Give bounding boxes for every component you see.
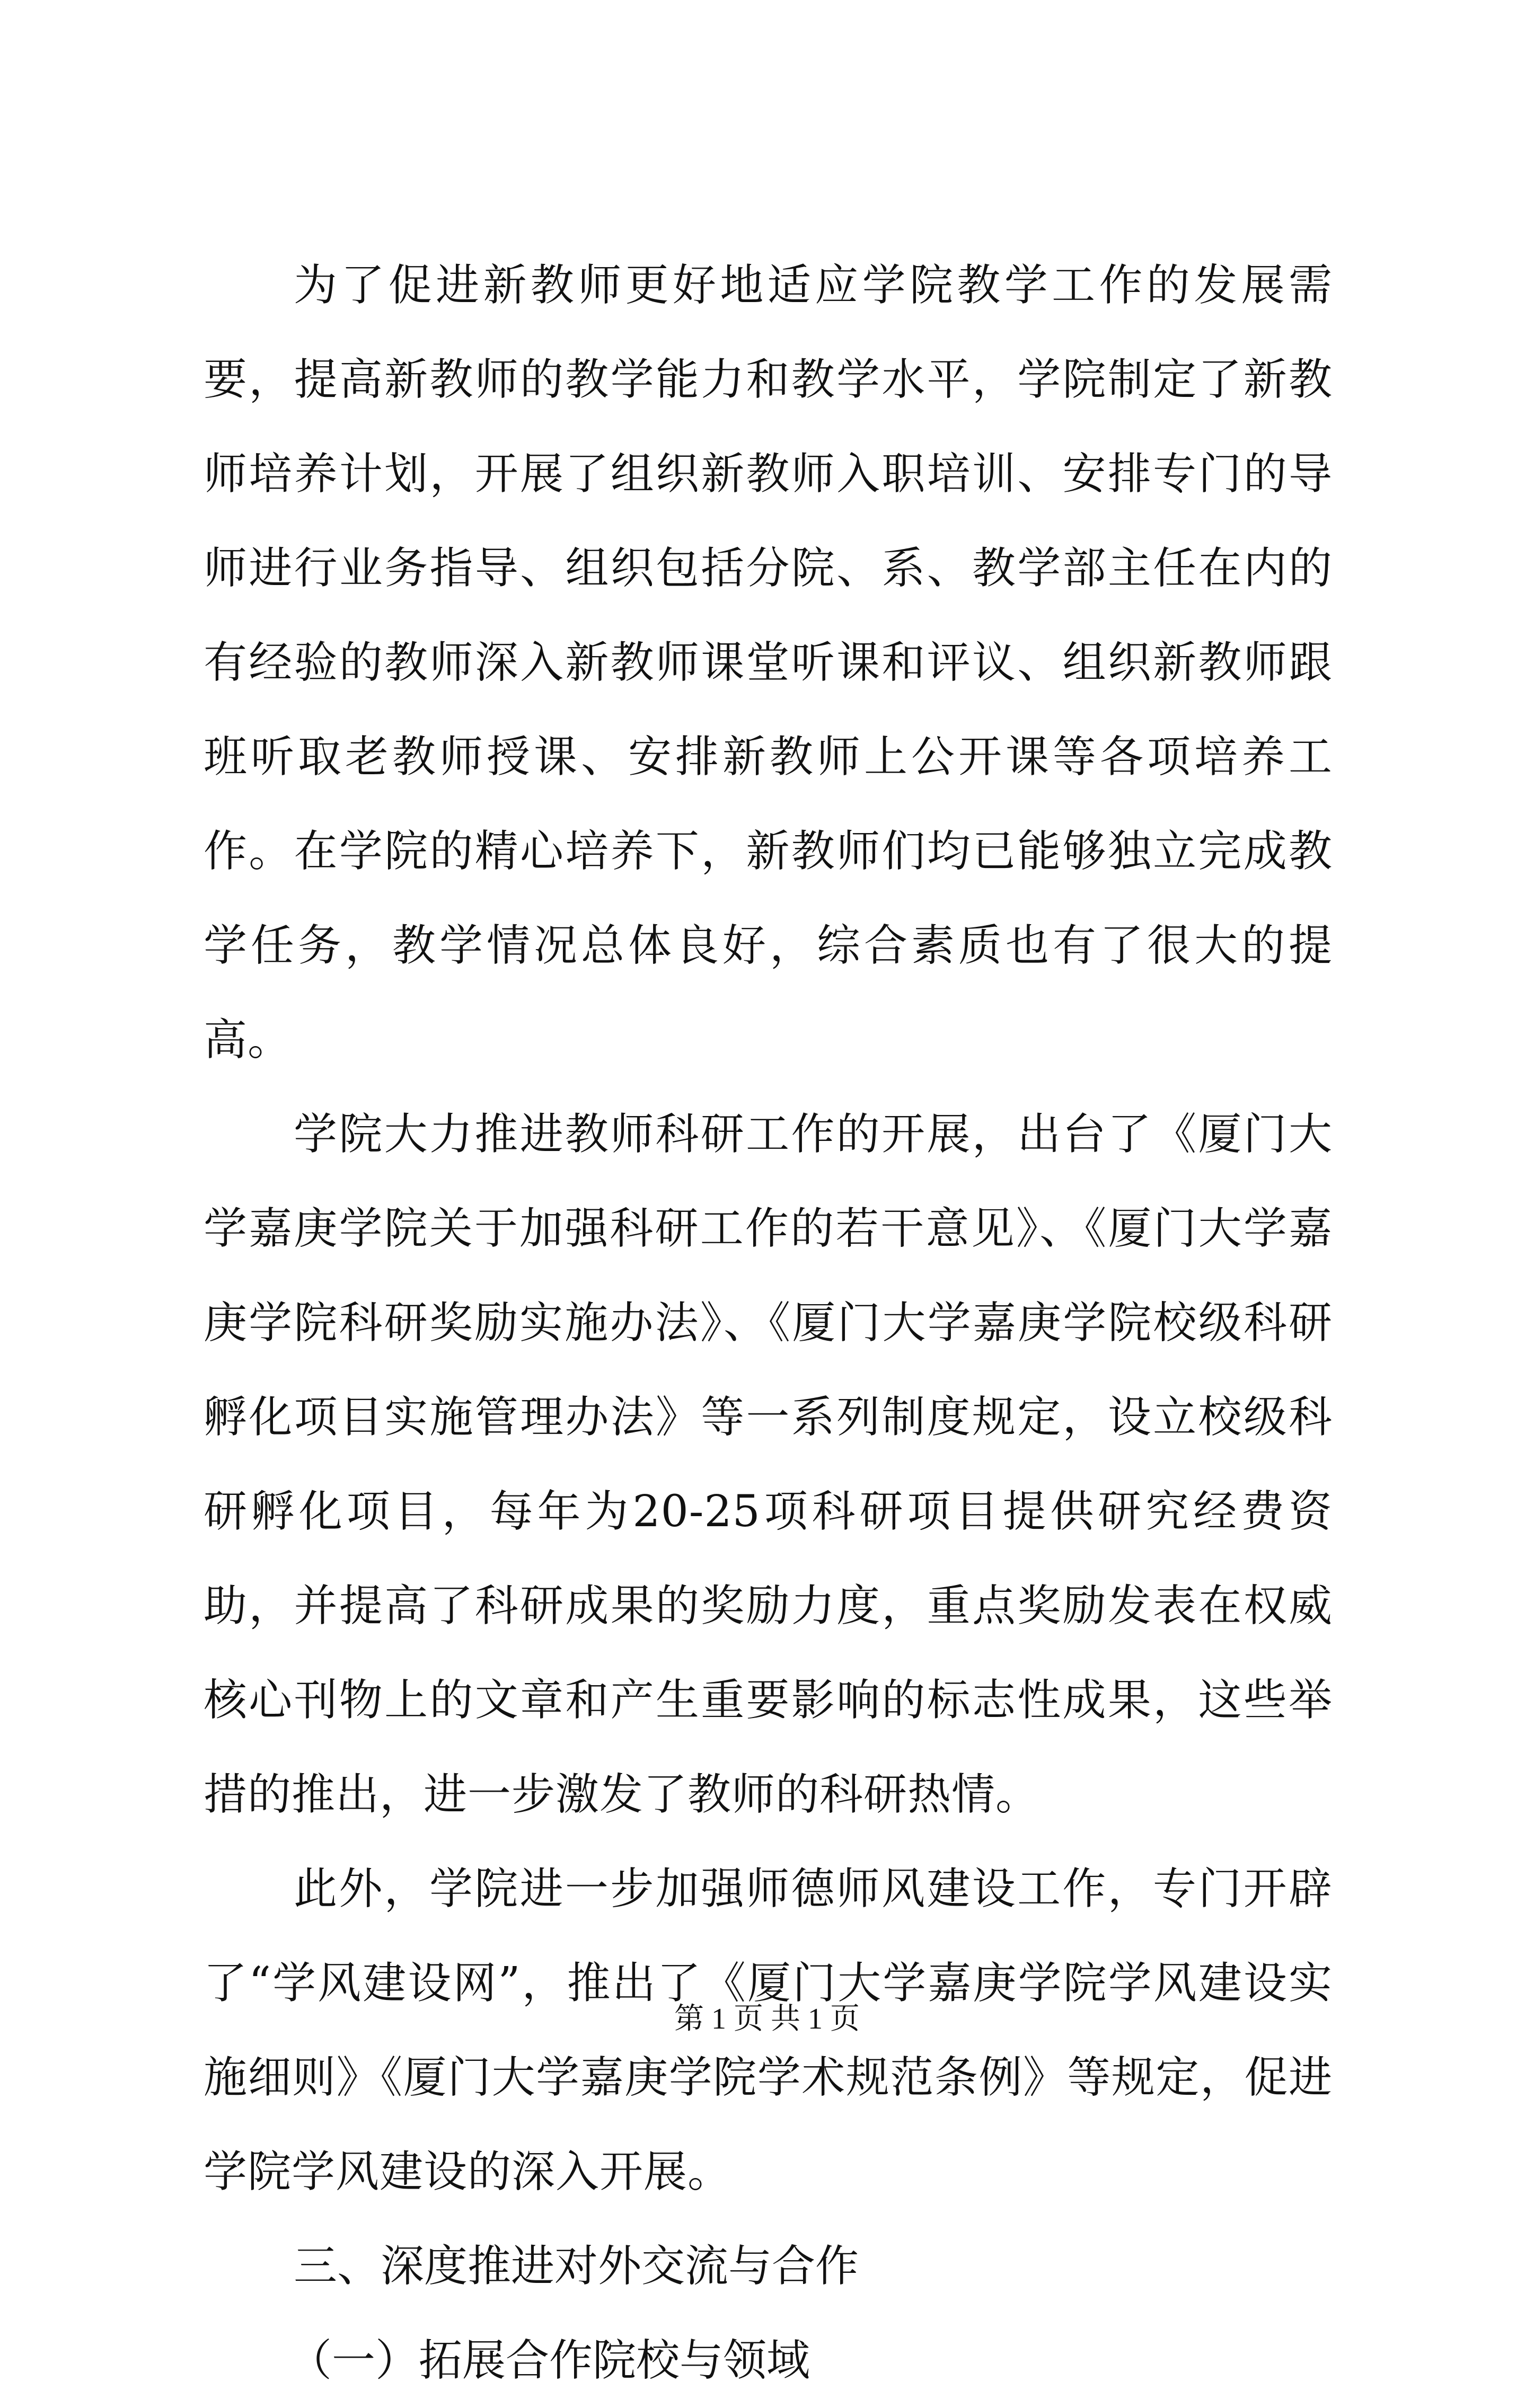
paragraph-research-promotion: 学院大力推进教师科研工作的开展，出台了《厦门大学嘉庚学院关于加强科研工作的若干意见》、《厦门大学嘉庚学院科研奖励实施办法》、《厦门大学嘉庚学院校级科研孵化项目实施管理办法》等一系列制度规定，设立校级科研孵化项目，每年为20-25项科研项目提供研究经费资助，并提高了科研成果的奖励力度，重点奖励发表在权威核心刊物上的文章和产生重要影响的标志性成果，这些举措的推出，进一步激发了教师的科研热情。	[204, 1109, 1333, 1820]
subsection-heading: （一）拓展合作院校与领域	[288, 2335, 810, 2386]
section-heading: 三、深度推进对外交流与合作	[294, 2241, 859, 2291]
paragraph-new-teacher-training: 为了促进新教师更好地适应学院教学工作的发展需要，提高新教师的教学能力和教学水平，学院制定了新教师培养计划，开展了组织新教师入职培训、安排专门的导师进行业务指导、组织包括分院、系、教学部主任在内的有经验的教师深入新教师课堂听课和评议、组织新教师跟班听取老教师授课、安排新教师上公开课等各项培养工作。在学院的精心培养下，新教师们均已能够独立完成教学任务，教学情况总体良好，综合素质也有了很大的提高。	[204, 260, 1333, 1065]
page-footer: 第 1 页 共 1 页	[674, 2003, 860, 2035]
paragraph-academic-ethics: 此外，学院进一步加强师德师风建设工作，专门开辟了“学风建设网”，推出了《厦门大学嘉庚学院学风建设实施细则》《厦门大学嘉庚学院学术规范条例》等规定，促进学院学风建设的深入开展。	[204, 1864, 1333, 2197]
document-body	[204, 238, 1333, 2408]
